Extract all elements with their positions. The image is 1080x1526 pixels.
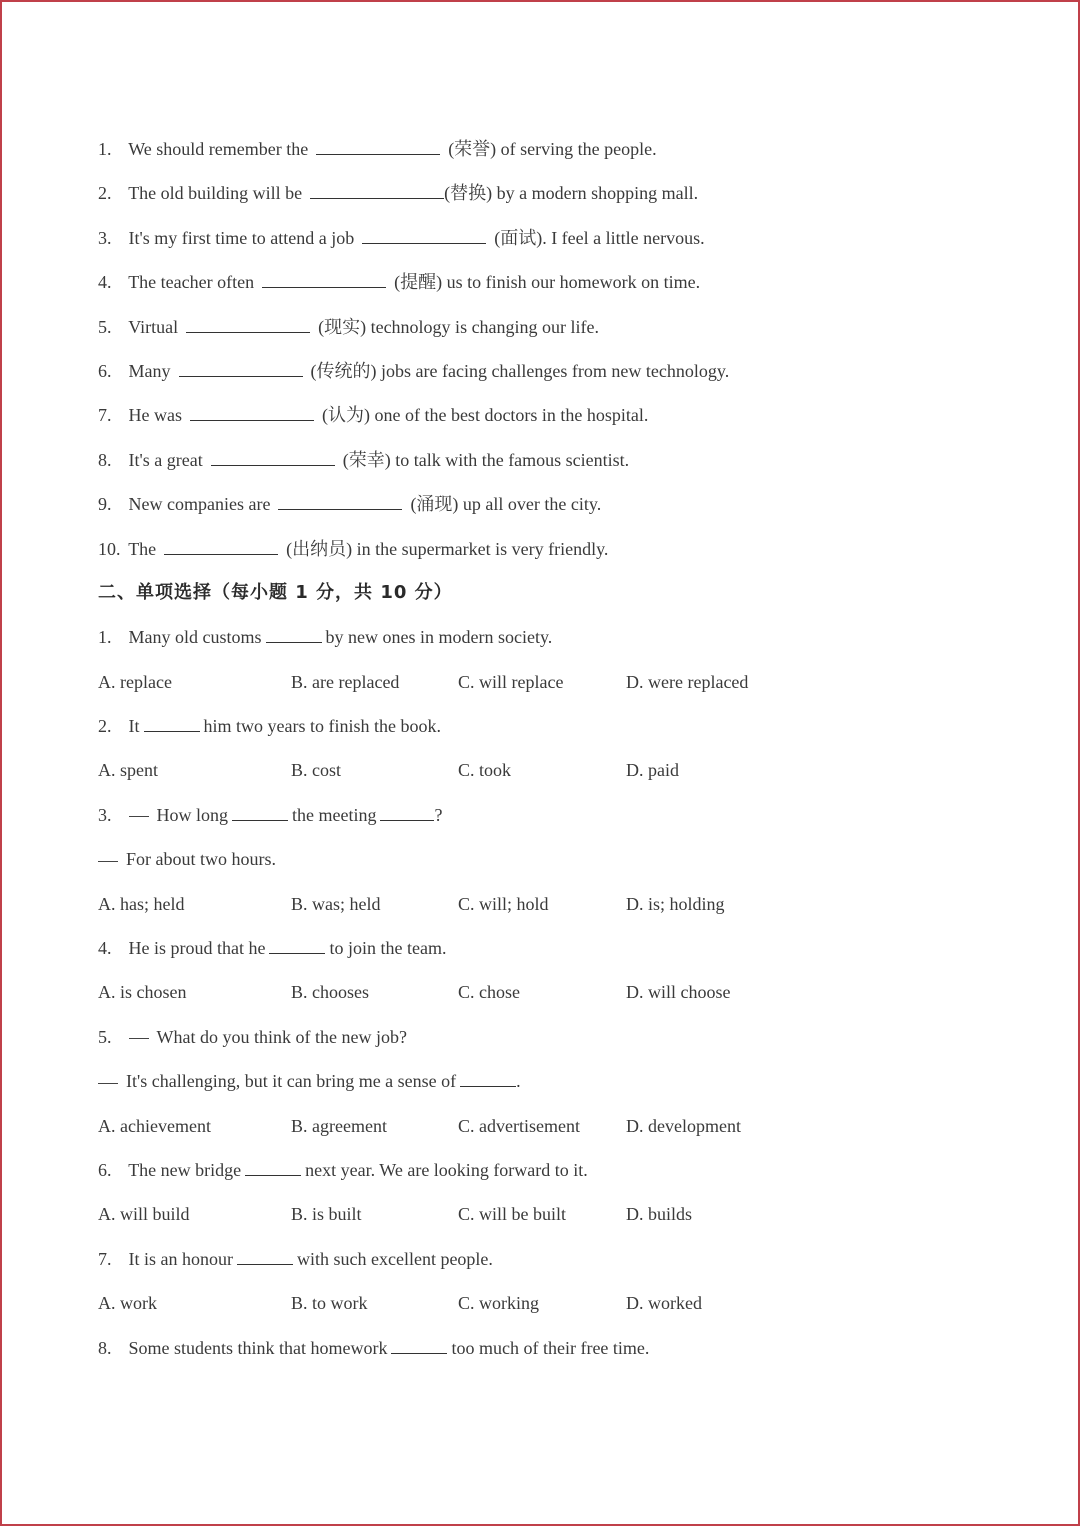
fill-in-item-9 [98, 489, 998, 533]
option-c[interactable]: C. advertisement [458, 1115, 580, 1136]
item-number: 4. [98, 272, 112, 293]
option-a[interactable]: A. achievement [98, 1115, 211, 1136]
item-text-after: (提醒) us to finish our homework on time. [394, 272, 701, 293]
mc-question-4 [98, 933, 998, 977]
dialogue-dash [129, 816, 149, 817]
option-a[interactable]: A. work [98, 1293, 157, 1314]
item-text-before: Many [128, 360, 171, 381]
question-text-after: to join the team. [329, 938, 447, 959]
question-text-part1: How long [156, 804, 228, 825]
option-b[interactable]: B. to work [291, 1293, 368, 1314]
option-b[interactable]: B. cost [291, 760, 342, 781]
dialogue-answer-before: It's challenging, but it can bring me a sense of [126, 1071, 457, 1092]
item-text-after: (认为) one of the best doctors in the hospital. [321, 405, 649, 426]
item-number: 9. [98, 494, 112, 515]
item-number: 7. [98, 405, 112, 426]
item-text-after: (面试). I feel a little nervous. [494, 227, 705, 248]
fill-in-item-4 [98, 267, 998, 311]
answer-blank[interactable] [211, 445, 335, 466]
mc-options-4 [98, 977, 998, 1021]
fill-in-item-5 [98, 312, 998, 356]
item-number: 4. [98, 938, 112, 959]
answer-blank[interactable] [460, 1069, 516, 1087]
item-text-before: New companies are [128, 494, 271, 515]
answer-blank[interactable] [190, 400, 314, 421]
item-text-after: (替换) by a modern shopping mall. [444, 183, 699, 204]
answer-blank[interactable] [262, 267, 386, 288]
item-number: 6. [98, 360, 112, 381]
option-d[interactable]: D. development [626, 1115, 741, 1136]
mc-options-7 [98, 1288, 998, 1332]
answer-blank[interactable] [362, 223, 486, 244]
question-text-before: Some students think that homework [128, 1337, 388, 1358]
dialogue-dash [98, 861, 118, 862]
option-a[interactable]: A. has; held [98, 893, 185, 914]
question-text-part2: the meeting [292, 804, 377, 825]
fill-in-item-7 [98, 400, 998, 444]
fill-in-item-1 [98, 134, 998, 178]
item-text-before: The old building will be [128, 183, 303, 204]
fill-in-item-2 [98, 178, 998, 222]
item-text-before: The teacher often [128, 272, 255, 293]
answer-blank[interactable] [269, 936, 325, 954]
item-text-before: Virtual [128, 316, 179, 337]
item-text-after: (传统的) jobs are facing challenges from new technology. [310, 360, 730, 381]
question-text-after: next year. We are looking forward to it. [305, 1159, 588, 1180]
answer-blank[interactable] [391, 1336, 447, 1354]
question-text-after: with such excellent people. [296, 1248, 493, 1269]
answer-blank[interactable] [245, 1158, 301, 1176]
mc-question-2 [98, 711, 998, 755]
item-number: 8. [98, 449, 112, 470]
item-number: 2. [98, 716, 112, 737]
mc-question-3 [98, 800, 998, 844]
answer-blank[interactable] [144, 714, 200, 732]
mc-question-8 [98, 1333, 998, 1377]
answer-blank[interactable] [179, 356, 303, 377]
answer-blank[interactable] [266, 625, 322, 643]
question-text-part3: ? [434, 804, 443, 825]
item-number: 3. [98, 227, 112, 248]
item-text-before: We should remember the [128, 139, 309, 159]
item-number: 7. [98, 1248, 112, 1269]
mc-options-1 [98, 667, 998, 711]
item-text-after: (出纳员) in the supermarket is very friendly. [286, 538, 609, 559]
option-d[interactable]: D. paid [626, 760, 679, 781]
question-text-before: The new bridge [128, 1159, 242, 1180]
item-text-after: (涌现) up all over the city. [410, 494, 602, 515]
item-number: 1. [98, 627, 112, 648]
mc-answer-line-5 [98, 1066, 998, 1110]
mc-options-2 [98, 755, 998, 799]
option-b[interactable]: B. was; held [291, 893, 381, 914]
mc-question-5 [98, 1022, 998, 1066]
option-c[interactable]: C. will; hold [458, 893, 549, 914]
item-text-before: He was [128, 405, 182, 426]
mc-question-1 [98, 622, 998, 666]
option-c[interactable]: C. chose [458, 982, 520, 1003]
question-text-before: He is proud that he [128, 938, 266, 959]
item-number: 3. [98, 804, 112, 825]
mc-answer-line-3 [98, 844, 998, 888]
item-text-after: (荣誉) of serving the people. [448, 139, 657, 159]
mc-options-6 [98, 1199, 998, 1243]
item-text-before: It's my first time to attend a job [128, 227, 355, 248]
option-b[interactable]: B. is built [291, 1204, 362, 1225]
answer-blank[interactable] [186, 312, 310, 333]
option-d[interactable]: D. were replaced [626, 671, 749, 692]
question-text-before: It [128, 716, 140, 737]
question-text-after: by new ones in modern society. [325, 627, 553, 648]
answer-blank[interactable] [380, 803, 434, 821]
section-title-multiple-choice: 二、单项选择（每小题 1 分，共 10 分） [98, 581, 453, 603]
item-number: 5. [98, 1026, 112, 1047]
worksheet-content [98, 134, 998, 1377]
answer-blank[interactable] [316, 134, 440, 155]
dialogue-answer-after: . [516, 1071, 521, 1092]
option-c[interactable]: C. working [458, 1293, 539, 1314]
mc-options-5 [98, 1111, 998, 1155]
item-number: 8. [98, 1337, 112, 1358]
item-text-after: (荣幸) to talk with the famous scientist. [342, 449, 630, 470]
question-text-after: him two years to finish the book. [203, 716, 441, 737]
option-a[interactable]: A. replace [98, 671, 172, 692]
option-d[interactable]: D. is; holding [626, 893, 725, 914]
option-c[interactable]: C. took [458, 760, 512, 781]
item-text-before: The [128, 538, 157, 559]
option-b[interactable]: B. are replaced [291, 671, 400, 692]
dialogue-dash [129, 1038, 149, 1039]
option-d[interactable]: D. worked [626, 1293, 702, 1314]
option-d[interactable]: D. will choose [626, 982, 731, 1003]
answer-blank[interactable] [237, 1247, 293, 1265]
fill-in-item-3 [98, 223, 998, 267]
option-c[interactable]: C. will be built [458, 1204, 566, 1225]
dialogue-dash [98, 1083, 118, 1084]
question-text-after: too much of their free time. [451, 1337, 650, 1358]
item-text-after: (现实) technology is changing our life. [318, 316, 600, 337]
dialogue-answer: For about two hours. [126, 849, 276, 870]
item-number: 5. [98, 316, 112, 337]
option-b[interactable]: B. chooses [291, 982, 369, 1003]
item-number: 2. [98, 183, 112, 204]
fill-in-item-8 [98, 445, 998, 489]
item-number: 1. [98, 139, 112, 159]
item-number: 6. [98, 1159, 112, 1180]
option-c[interactable]: C. will replace [458, 671, 564, 692]
answer-blank[interactable] [278, 489, 402, 510]
option-d[interactable]: D. builds [626, 1204, 693, 1225]
mc-question-7 [98, 1244, 998, 1288]
option-a[interactable]: A. spent [98, 760, 158, 781]
option-a[interactable]: A. will build [98, 1204, 190, 1225]
question-text-before: Many old customs [128, 627, 262, 648]
answer-blank[interactable] [164, 534, 278, 555]
mc-question-6 [98, 1155, 998, 1199]
item-text-before: It's a great [128, 449, 203, 470]
answer-blank[interactable] [310, 178, 444, 199]
dialogue-question: What do you think of the new job? [156, 1026, 407, 1047]
option-b[interactable]: B. agreement [291, 1115, 387, 1136]
mc-options-3 [98, 889, 998, 933]
fill-in-item-6 [98, 356, 998, 400]
fill-in-item-10 [98, 534, 998, 578]
item-number: 10. [98, 538, 121, 559]
question-text-before: It is an honour [128, 1248, 233, 1269]
answer-blank[interactable] [232, 803, 288, 821]
option-a[interactable]: A. is chosen [98, 982, 187, 1003]
